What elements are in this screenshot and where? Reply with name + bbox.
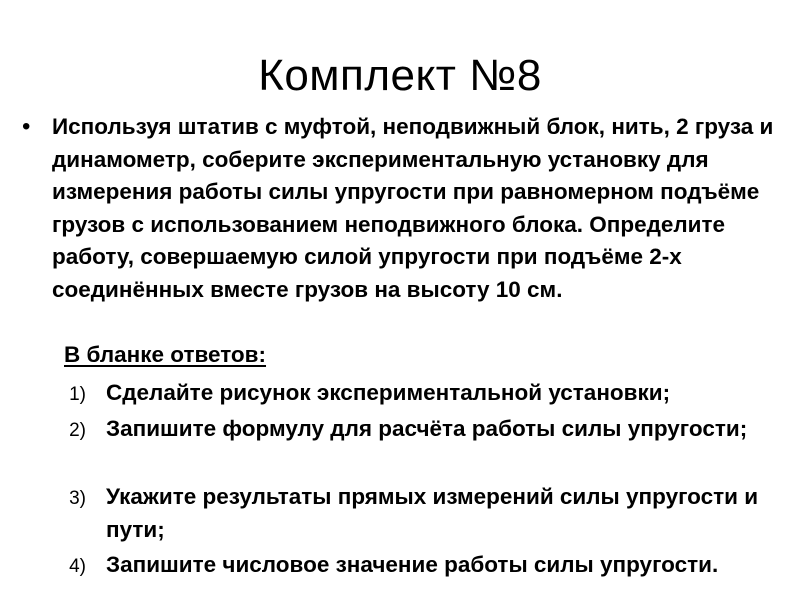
task-text: Используя штатив с муфтой, неподвижный блок, нить, 2 груза и динамометр, соберите экспериментальную установку для измерения работы силы упругости при равномерном подъёме грузов с использованием неподвижного блока. Определите работу, совершаемую силой упругости при подъёме 2-х соединённых вместе грузов на высоту 10 см. (52, 114, 774, 302)
list-number: 3) (69, 488, 86, 509)
list-text: Запишите формулу для расчёта работы силы упругости; (106, 416, 748, 441)
slide-title: Комплект №8 (258, 51, 542, 100)
list-number: 4) (69, 556, 86, 577)
list-number: 2) (69, 420, 86, 441)
list-text: Сделайте рисунок экспериментальной установки; (106, 380, 671, 405)
list-text: Запишите числовое значение работы силы упругости. (106, 552, 719, 577)
answers-heading: В бланке ответов: (64, 342, 267, 367)
list-number: 1) (69, 384, 86, 405)
list-text: Укажите результаты прямых измерений силы упругости и пути; (106, 484, 759, 542)
bullet-marker: • (22, 113, 31, 140)
